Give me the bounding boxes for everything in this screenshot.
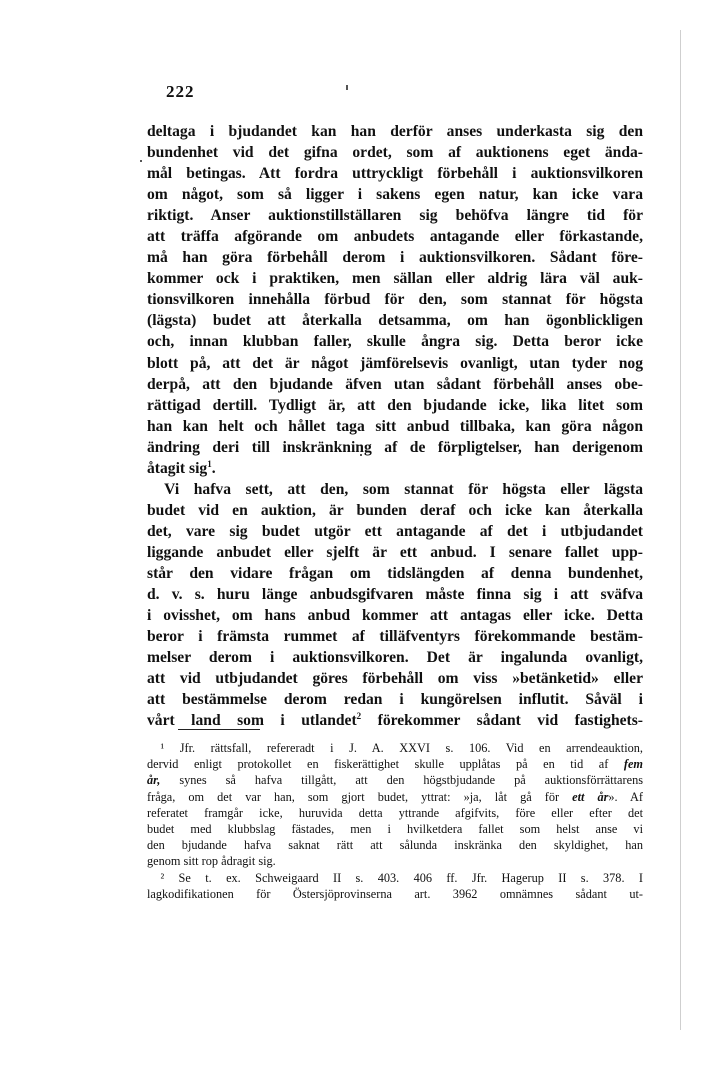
- body-line: [147, 374, 643, 395]
- body-line-text: han kan helt och hållet taga sitt anbud tillbaka, kan göra någon: [147, 417, 643, 435]
- page-edge-line: [680, 30, 681, 1030]
- body-line-text: mål betingas. Att fordra uttryckligt förbehåll i auktionsvilkoren: [147, 165, 643, 183]
- footnote-line: [147, 740, 643, 756]
- body-line-text: d. v. s. huru länge anbudsgifvaren måste finna sig i att sväfva: [147, 586, 643, 604]
- body-line-text: deltaga i bjudandet kan han derför anses underkasta sig den: [147, 123, 643, 140]
- footnote-line-text: lagkodifikationen för Östersjöprovinserna art. 3962 omnämnes sådant ut-: [147, 886, 643, 901]
- body-line-text: må han göra förbehåll derom i auktionsvilkoren. Sådant före-: [147, 249, 643, 267]
- footnote-line-text: ¹ Jfr. rättsfall, refereradt i J. A. XXVI s. 106. Vid en arrendeauktion,: [160, 741, 643, 755]
- body-line-text: beror i främsta rummet af tilläfventyrs förekommande bestäm-: [147, 628, 643, 646]
- body-line-text: att bestämmelse derom redan i kungörelsen influtit. Såväl i: [147, 691, 643, 709]
- footnote-marker: 1: [207, 458, 212, 469]
- body-line: [147, 563, 643, 584]
- body-line: [147, 521, 643, 542]
- body-line-text: kommer ock i praktiken, men sällan eller aldrig lära väl auk-: [147, 270, 643, 288]
- body-line-text: i ovisshet, om hans anbud kommer att antagas eller icke. Detta: [147, 607, 643, 625]
- body-line: [147, 479, 643, 500]
- body-line: [147, 205, 643, 226]
- footnote-rule: [178, 729, 260, 730]
- body-line: [147, 331, 643, 352]
- footnote-line: [147, 756, 643, 772]
- body-line: [147, 584, 643, 605]
- body-line: [147, 437, 643, 458]
- body-line-text: melser derom i auktionsvilkoren. Det är ingalunda ovanligt,: [147, 649, 643, 667]
- body-line-text: budet vid en auktion, är bunden deraf och icke kan återkalla: [147, 501, 643, 519]
- page-number: 222: [166, 82, 195, 101]
- footnote-line: [147, 837, 643, 853]
- footnote-line: [147, 870, 643, 886]
- body-line-text: bundenhet vid det gifna ordet, som af auktionens eget ända-: [147, 144, 643, 162]
- footnote-line-emphasis: ett år: [572, 789, 609, 804]
- body-line: [147, 542, 643, 563]
- body-line: [147, 353, 643, 374]
- footnote-line-text: dervid enligt protokollet en fiskerättighet skulle upplåtas på en tid af: [147, 757, 624, 772]
- footnote-line: [147, 789, 643, 805]
- body-line-text: riktigt. Anser auktionstillställaren sig behöfva längre tid för: [147, 207, 643, 225]
- body-line: [147, 310, 643, 331]
- body-line: [147, 184, 643, 205]
- footnote-line-text: den bjudande hafva saknat rätt att sålunda inskränka den skyldighet, han: [147, 838, 643, 853]
- body-line-text: om något, som så ligger i sakens egen natur, kan icke vara: [147, 186, 643, 204]
- body-line-text: att vid utbjudandet göres förbehåll om viss »betänketid» eller: [147, 670, 643, 688]
- body-line: [147, 163, 643, 184]
- body-line: [147, 142, 643, 163]
- body-line-text: liggande anbudet eller sjelft är ett anbud. I senare fallet upp-: [147, 543, 643, 561]
- body-line: [147, 626, 643, 647]
- body-line-text: tionsvilkoren innehålla förbud för den, som stannat för högsta: [147, 291, 643, 309]
- body-line-text: vårt land som i utlandet: [147, 712, 357, 730]
- body-line-text: att träffa afgörande om anbudets antagande eller förkastande,: [147, 228, 643, 246]
- footnotes: [147, 740, 643, 902]
- footnote-line-text: genom sitt rop ådragit sig.: [147, 854, 276, 869]
- body-line-text: Vi hafva sett, att den, som stannat för högsta eller lägsta: [164, 480, 643, 498]
- body-line-text: rättigad dertill. Tydligt är, att den bjudande icke, lika litet som: [147, 396, 643, 414]
- body-line: [147, 395, 643, 416]
- body-line-text: .: [211, 459, 216, 477]
- footnote-line-emphasis: fem: [623, 757, 643, 772]
- footnote-line: [147, 772, 643, 788]
- footnote-line-text: synes så hafva tillgått, att den högstbjudande på auktionsförrättarens: [160, 773, 643, 788]
- body-line-text: ändring deri till inskränkning af de förpligtelser, han derigenom: [147, 438, 643, 456]
- footnote-line-text: ». Af: [608, 789, 643, 804]
- body-line: [147, 289, 643, 310]
- body-line: [147, 121, 643, 142]
- body-line: [147, 416, 643, 437]
- body-line-text: förekommer sådant vid fastighets-: [361, 712, 643, 730]
- print-speck: [140, 160, 142, 162]
- footnote-line-text: budet med klubbslag fästades, men i hvilketdera fallet som helst anse vi: [147, 822, 643, 837]
- print-speck: [346, 85, 348, 90]
- body-line: [147, 247, 643, 268]
- body-line: [147, 647, 643, 668]
- footnote-line: [147, 821, 643, 837]
- footnote-marker: 2: [356, 711, 362, 722]
- footnote-line: [147, 805, 643, 821]
- body-line: [147, 226, 643, 247]
- body-line: [147, 458, 643, 479]
- body-line: [147, 668, 643, 689]
- footnote-line: [147, 886, 643, 902]
- body-line-text: och, innan klubban faller, skulle ångra sig. Detta beror icke: [147, 333, 643, 351]
- body-line-text: det, vare sig budet utgör ett antagande af det i utbjudandet: [147, 522, 643, 540]
- body-line-text: derpå, att den bjudande äfven utan sådant förbehåll anses obe-: [147, 375, 643, 393]
- footnote-line-text: ² Se t. ex. Schweigaard II s. 403. 406 ff. Jfr. Hagerup II s. 378. I: [160, 870, 643, 885]
- body-line: [147, 268, 643, 289]
- body-line-text: blott på, att det är något jämförelsevis ovanligt, utan tyder nog: [147, 354, 643, 372]
- footnote-line-text: fråga, om det var han, som gjort budet, yttrat: »ja, låt gå för: [147, 789, 573, 804]
- footnote-line-text: referatet framgår icke, huruvida detta yttrande afgifvits, före eller efter det: [147, 805, 643, 820]
- body-line: [147, 689, 643, 710]
- body-text: [147, 121, 643, 731]
- body-line: [147, 605, 643, 626]
- footnote-line: [147, 853, 643, 869]
- body-line-text: (lägsta) budet att återkalla detsamma, om han ögonblickligen: [147, 312, 643, 330]
- body-line-text: står den vidare frågan om tidslängden af denna bundenhet,: [147, 564, 643, 582]
- body-line-text: åtagit sig: [147, 459, 208, 477]
- body-line: [147, 500, 643, 521]
- footnote-line-emphasis: år,: [147, 773, 161, 788]
